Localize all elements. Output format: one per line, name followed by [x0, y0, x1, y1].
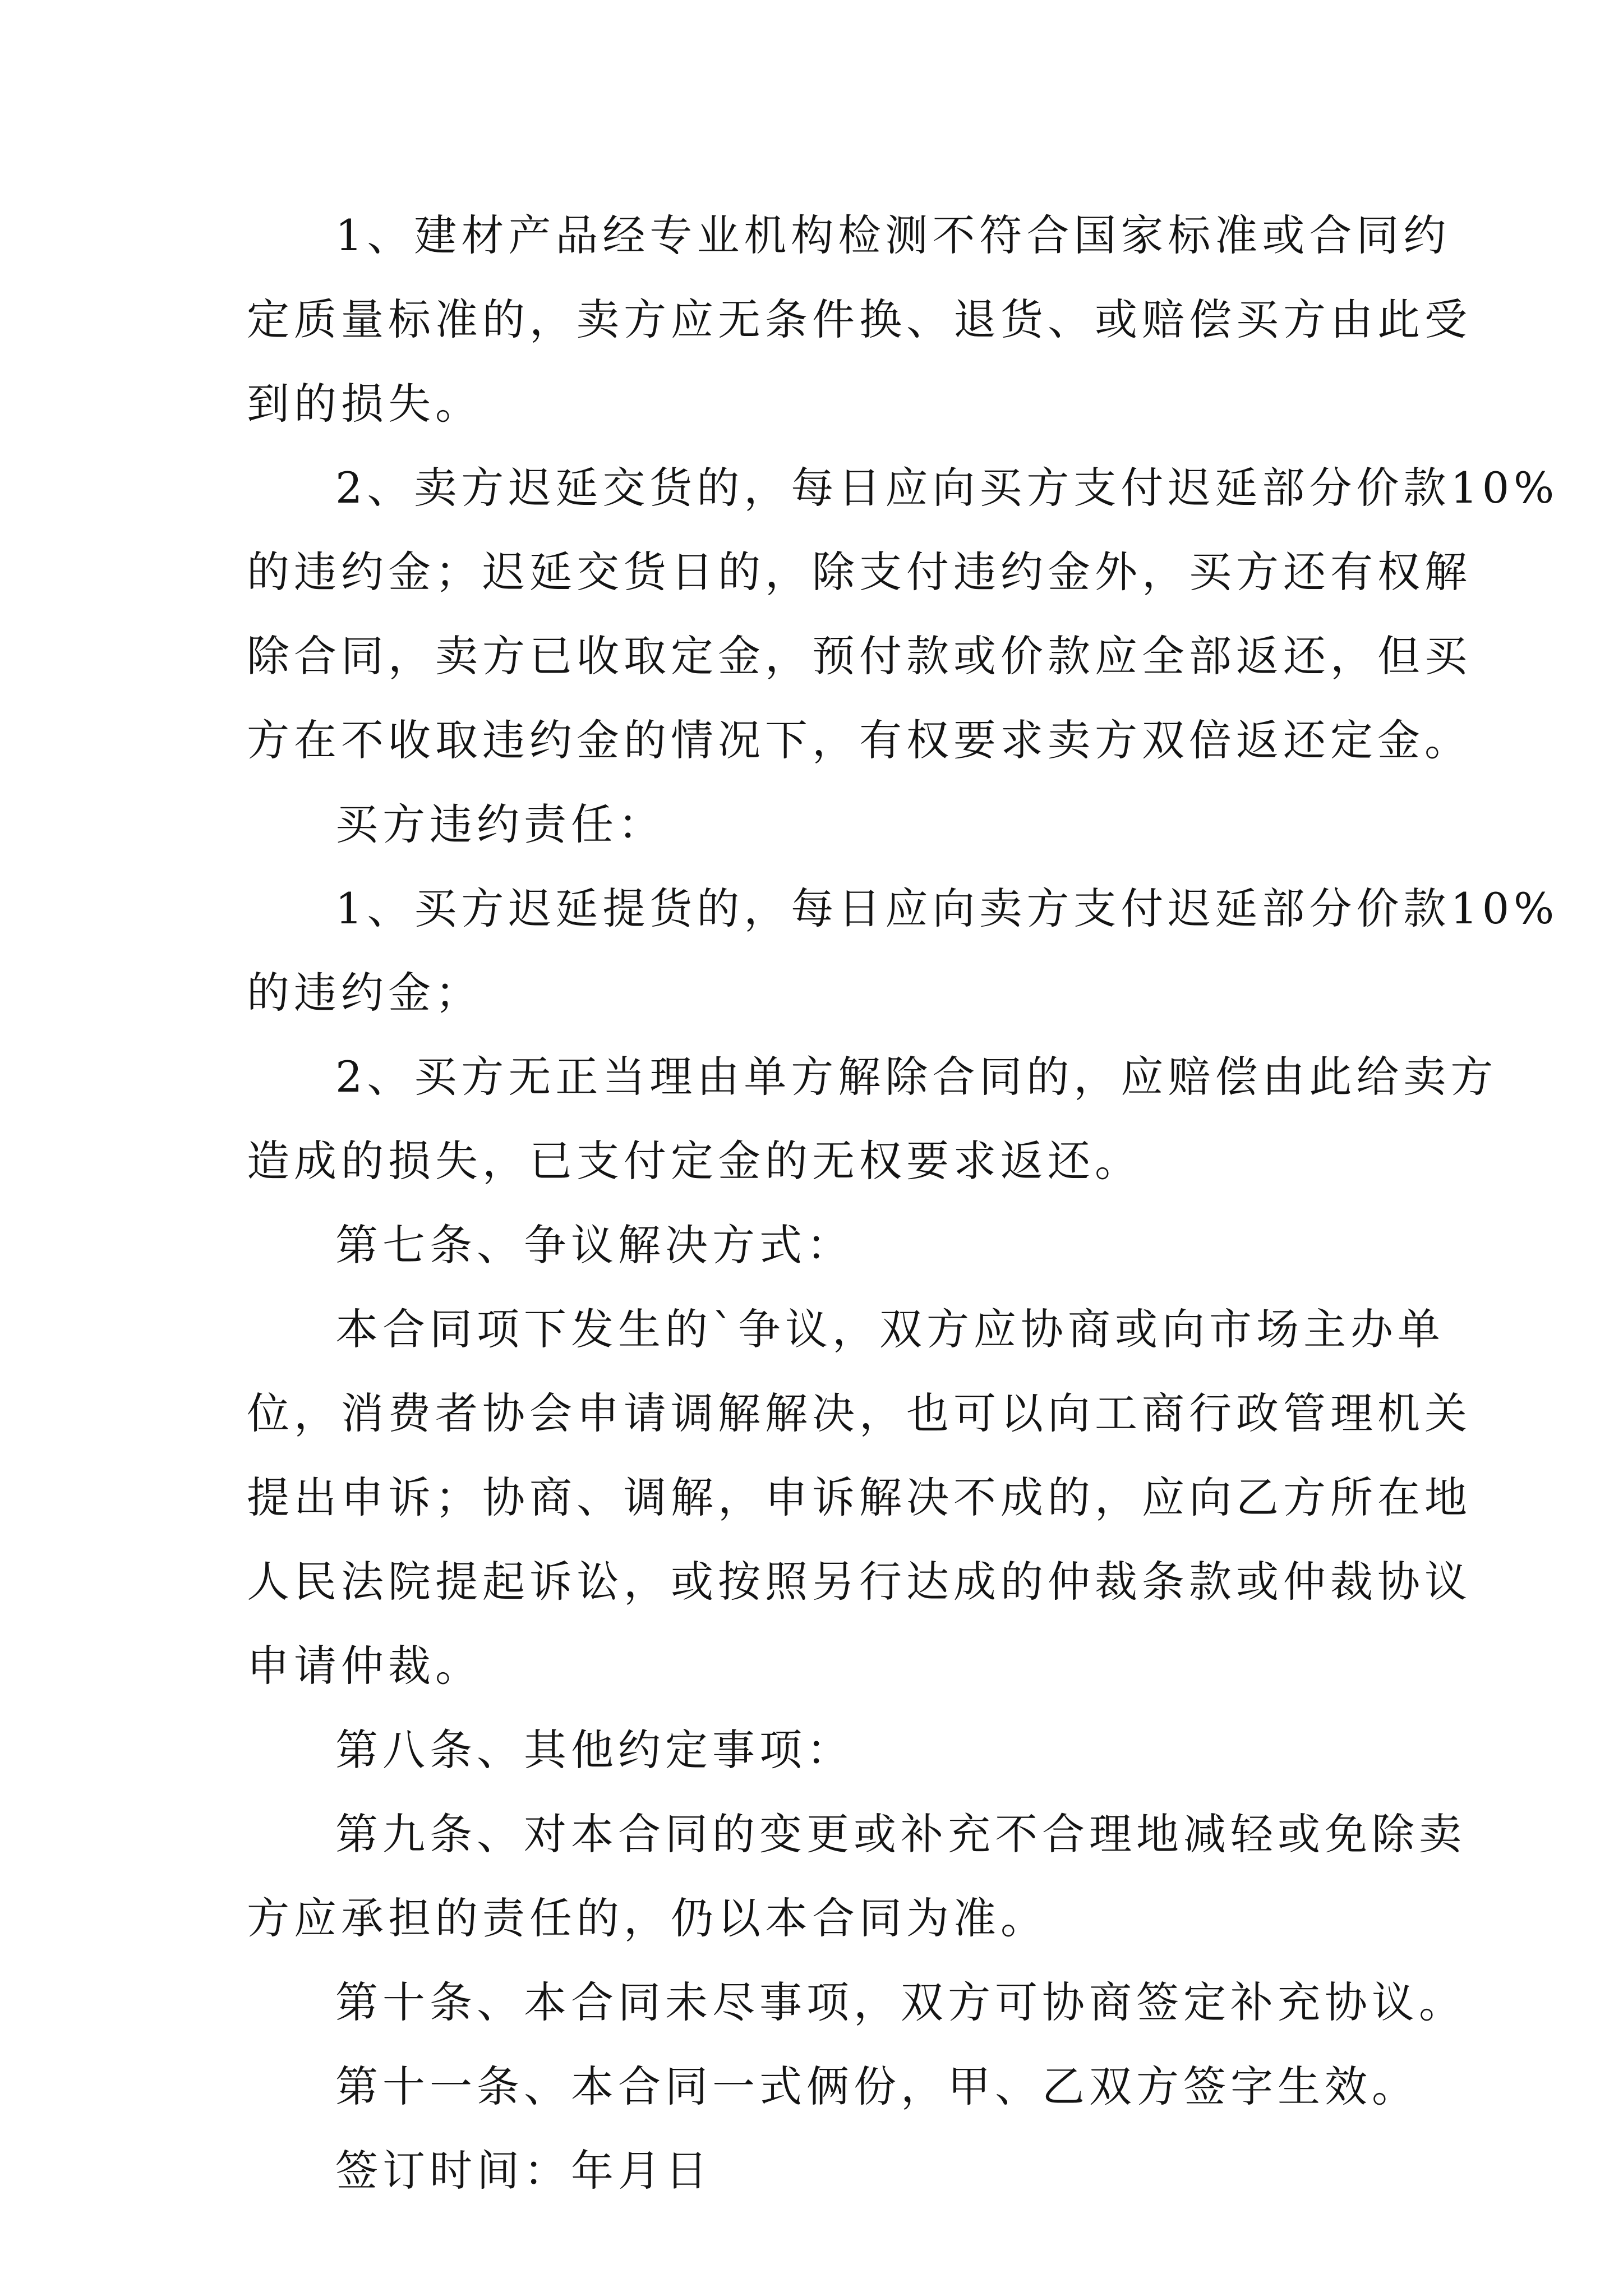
text-line: 方在不收取违约金的情况下，有权要求卖方双倍返还定金。 [247, 715, 1472, 765]
text-line: 到的损失。 [247, 379, 482, 429]
text-line: 本合同项下发生的`争议，双方应协商或向市场主办单 [335, 1304, 1445, 1354]
text-line: 的违约金；迟延交货日的，除支付违约金外，买方还有权解 [247, 547, 1472, 597]
text-line: 第十条、本合同未尽事项，双方可协商签定补充协议。 [335, 1977, 1466, 2027]
text-line: 位，消费者协会申请调解解决，也可以向工商行政管理机关 [247, 1388, 1472, 1438]
text-line: 定质量标准的，卖方应无条件换、退货、或赔偿买方由此受 [247, 295, 1472, 344]
text-line: 方应承担的责任的，仍以本合同为准。 [247, 1893, 1048, 1943]
text-line: 申请仲裁。 [247, 1641, 482, 1691]
text-line: 除合同，卖方已收取定金，预付款或价款应全部返还，但买 [247, 631, 1472, 681]
text-line: 1、买方迟延提货的，每日应向卖方支付迟延部分价款10% [335, 884, 1559, 933]
section-heading: 第七条、争议解决方式： [335, 1220, 854, 1270]
section-heading: 买方违约责任： [335, 799, 665, 849]
text-line: 人民法院提起诉讼，或按照另行达成的仲裁条款或仲裁协议 [247, 1557, 1472, 1607]
section-heading: 第八条、其他约定事项： [335, 1725, 854, 1775]
text-line: 2、买方无正当理由单方解除合同的，应赔偿由此给卖方 [335, 1052, 1498, 1102]
text-line: 的违约金； [247, 968, 482, 1018]
text-line: 第十一条、本合同一式俩份，甲、乙双方签字生效。 [335, 2062, 1419, 2111]
text-line: 造成的损失，已支付定金的无权要求返还。 [247, 1136, 1142, 1186]
text-line: 2、卖方迟延交货的，每日应向买方支付迟延部分价款10% [335, 463, 1559, 513]
text-line: 提出申诉；协商、调解，申诉解决不成的，应向乙方所在地 [247, 1473, 1472, 1522]
text-line: 第九条、对本合同的变更或补充不合理地减轻或免除卖 [335, 1809, 1466, 1859]
signing-date: 签订时间：年月日 [335, 2146, 712, 2196]
text-line: 1、建材产品经专业机构检测不符合国家标准或合同约 [335, 210, 1451, 260]
